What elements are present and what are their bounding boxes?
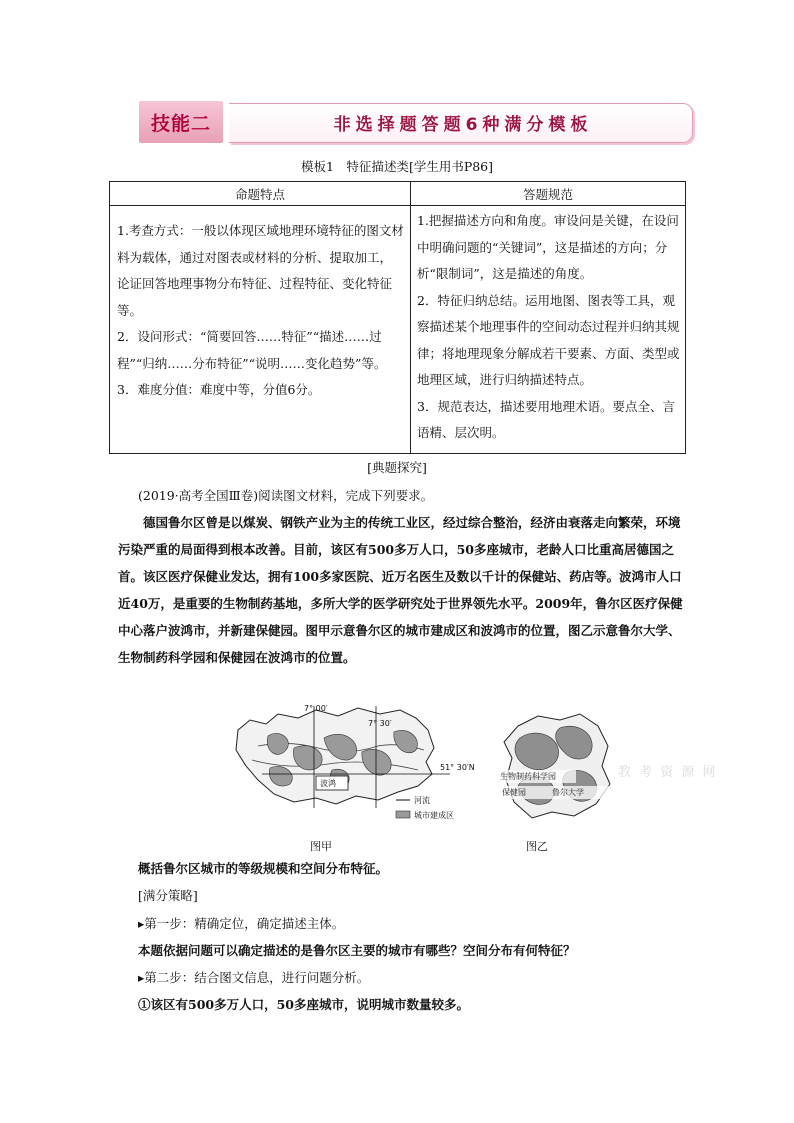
longitude-label-east: 7° 30′: [368, 719, 392, 728]
table-cell-right: [411, 206, 686, 454]
right-item-2: 2．特征归纳总结。运用地图、图表等工具，观察描述某个地理事件的空间动态过程并归纳其规律；将地理现象分解成若干要素、方面、类型或地理区域，进行归纳描述特点。: [417, 292, 680, 387]
figure-a-caption: 图甲: [310, 840, 332, 853]
biopharma-park-label: 生物制药科学园: [500, 772, 556, 781]
legend-urban-label: 城市建成区: [414, 811, 454, 820]
left-item-2: 2．设问形式：“简要回答……特征”“描述……过程”“归纳……分布特征”“说明……变化趋势”等。: [117, 329, 387, 371]
right-item-3: 3．规范表达，描述要用地理术语。要点全、言语精、层次明。: [417, 398, 675, 440]
question-text: 概括鲁尔区城市的等级规模和空间分布特征。: [138, 861, 389, 876]
watermark-text: 教 考 资 源 网: [618, 765, 718, 780]
step2-point1: ①该区有500多万人口，50多座城市，说明城市数量较多。: [138, 997, 469, 1012]
strategy-heading: [满分策略]: [138, 888, 198, 903]
model-title: 模板1 特征描述类[学生用书P86]: [300, 159, 494, 174]
table-header-left: 命题特点: [110, 182, 411, 206]
section-banner: [139, 101, 697, 143]
material-text: 德国鲁尔区曾是以煤炭、钢铁产业为主的传统工业区，经过综合整治，经济由衰落走向繁荣，环境污染严重的局面得到根本改善。目前，该区有500多万人口，50多座城市，老龄人口比重高居德国之首。该区医疗保健业发达，拥有100多家医院、近万名医生及数以千计的保健站、药店等。波鸿市人口近40万，是重要的生物制药基地，多所大学的医学研究处于世界领先水平。2009年，鲁尔区医疗保健中心落户波鸿市，并新建保健园。图甲示意鲁尔区的城市建成区和波鸿市的位置，图乙示意鲁尔大学、生物制药科学园和保健园在波鸿市的位置。: [118, 515, 683, 665]
figure-b-map: [498, 708, 616, 824]
skill-tag: 技能二: [139, 101, 223, 143]
source-line: (2019·高考全国Ⅲ卷)阅读图文材料，完成下列要求。: [138, 488, 434, 503]
right-item-1: 1.把握描述方向和角度。审设问是关键，在设问中明确问题的“关键词”，这是描述的方向；分析“限制词”，这是描述的角度。: [417, 213, 679, 281]
section-heading: [典题探究]: [367, 460, 427, 475]
table-cell-left: [110, 206, 411, 454]
figure-a-map: [228, 700, 492, 840]
left-item-3: 3．难度分值：难度中等，分值6分。: [117, 382, 321, 397]
step2-text: ▸第二步：结合图文信息，进行问题分析。: [138, 970, 370, 985]
figure-b-caption: 图乙: [526, 840, 548, 853]
ruhr-university-label: 鲁尔大学: [552, 788, 584, 797]
left-item-1: 1.考查方式：一般以体现区域地理环境特征的图文材料为载体，通过对图表或材料的分析、提取加工，论证回答地理事物分布特征、过程特征、变化特征等。: [117, 223, 404, 318]
health-park-label: 保健园: [502, 788, 526, 797]
legend-river-label: 河流: [414, 796, 430, 805]
longitude-label-west: 7° 00′: [304, 704, 328, 713]
table-header-right: 答题规范: [411, 182, 686, 206]
city-label-bochum: 波鸿: [320, 779, 336, 788]
banner-title: 非选择题答题6种满分模板: [333, 114, 593, 135]
step1-text: ▸第一步：精确定位，确定描述主体。: [138, 916, 345, 931]
template-table: [109, 181, 686, 454]
latitude-label: 51° 30′N: [440, 763, 475, 772]
step1-detail: 本题依据问题可以确定描述的是鲁尔区主要的城市有哪些？空间分布有何特征？: [138, 943, 576, 958]
